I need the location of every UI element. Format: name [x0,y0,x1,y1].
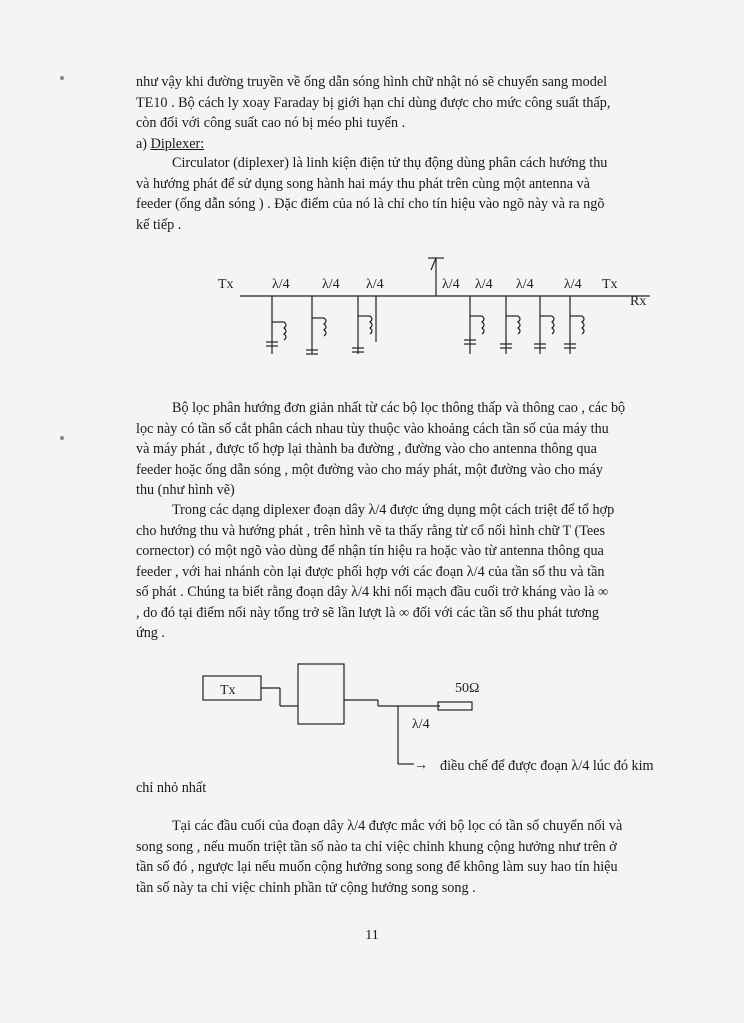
text-line: như vậy khi đường truyền về ống dẫn sóng hình chữ nhật nó sẽ chuyển sang model [136,74,608,90]
tx-right-label: Tx [602,277,618,292]
text-line: feeder hoặc ống dẫn sóng , một đường vào cho máy phát, một đường vào cho máy [136,461,603,478]
text-line: tần số này ta chỉ việc chỉnh phần tử cộng hưởng song song . [136,879,476,896]
diplexer-filter-diagram [200,250,670,375]
text-line: ứng . [136,625,165,641]
text-line: feeder , với hai nhánh còn lại được phối hợp với các đoạn λ/4 của tần số thu và tần [136,563,605,580]
filter-paragraph [136,398,696,501]
rx-label: Rx [630,294,647,309]
section-heading [136,134,204,154]
text-line: song song , nếu muốn triệt tần số nào ta chỉ việc chỉnh khung cộng hưởng như trên ở [136,838,617,855]
tx-label: Tx [220,683,236,698]
quarter-wave-label: λ/4 [322,277,340,292]
quarter-wave-label: λ/4 [412,717,430,732]
quarter-wave-label: λ/4 [564,277,582,292]
text-line: Tại các đầu cuối của đoạn dây λ/4 được mắc với bộ lọc có tần số chuyển nối và [172,818,623,834]
text-line: số phát . Chúng ta biết rằng đoạn dây λ/4 khi nối mạch đầu cuối trở kháng vào là ∞ [136,584,609,600]
text-line: Bộ lọc phân hướng đơn giản nhất từ các bộ lọc thông thấp và thông cao , các bộ [172,400,626,416]
text-line: Circulator (diplexer) là linh kiện điện tử thụ động dùng phân cách hướng thu [172,155,608,171]
termination-paragraph [136,816,696,898]
text-line: và máy phát , được tổ hợp lại thành ba đường , đường vào cho antenna thông qua [136,441,597,457]
resistance-label: 50Ω [455,681,480,696]
text-line: , do đó tại điểm nối này tổng trở sẽ lần lượt là ∞ đối với các tần số thu phát tương [136,604,599,621]
text-line: TE10 . Bộ cách ly xoay Faraday bị giới hạn chỉ dùng được cho mức công suất thấp, [136,94,611,111]
arrow-annotation: điều chế để được đoạn λ/4 lúc đó kim [440,758,654,774]
arrow-icon: → [414,758,428,773]
text-line: còn đối với công suất cao nó bị méo phi tuyến . [136,115,406,131]
text-line: cornector) có một ngõ vào dùng để nhận tín hiệu ra hoặc vào từ antenna thông qua [136,543,604,559]
text-line: kế tiếp . [136,216,182,233]
text-line: lọc này có tần số cắt phân cách nhau tùy thuộc vào khoảng cách tần số của máy thu [136,420,609,437]
circulator-paragraph [136,153,696,235]
tx-measurement-diagram [200,658,500,770]
text-line: Trong các dạng diplexer đoạn dây λ/4 được ứng dụng một cách triệt để tổ hợp [172,502,615,518]
text-line: và hướng phát để sử dụng song hành hai máy thu phát trên cùng một antenna và [136,175,590,192]
text-line: thu (như hình vẽ) [136,482,235,498]
quarter-wave-label: λ/4 [516,277,534,292]
resistor [438,702,472,710]
scan-speck [60,76,64,80]
page-number: 11 [365,928,379,943]
text-line: feeder (ống dẫn sóng ) . Đặc điểm của nó là chỉ cho tín hiệu vào ngõ này và ra ngõ [136,196,605,212]
text-line: cho hướng thu và hướng phát , trên hình vẽ ta thấy rằng từ cổ nối hình chữ T (Tees [136,522,605,539]
text-line: tần số đó , ngược lại nếu muốn cộng hưởng song song để không làm suy hao tín hiệu [136,859,618,875]
section-prefix: a) [136,136,151,152]
intro-paragraph [136,72,696,134]
tx-left-label: Tx [218,277,234,292]
section-title: Diplexer: [150,136,205,152]
continuation-line: chỉ nhỏ nhất [136,780,207,796]
device-box [298,664,344,724]
scan-speck [60,436,64,440]
filter-stubs-left [266,296,376,354]
filter-stubs-right [464,296,584,354]
quarter-wave-label: λ/4 [475,277,493,292]
diplexer-paragraph [136,500,696,644]
quarter-wave-label: λ/4 [366,277,384,292]
quarter-wave-label: λ/4 [442,277,460,292]
quarter-wave-label: λ/4 [272,277,290,292]
